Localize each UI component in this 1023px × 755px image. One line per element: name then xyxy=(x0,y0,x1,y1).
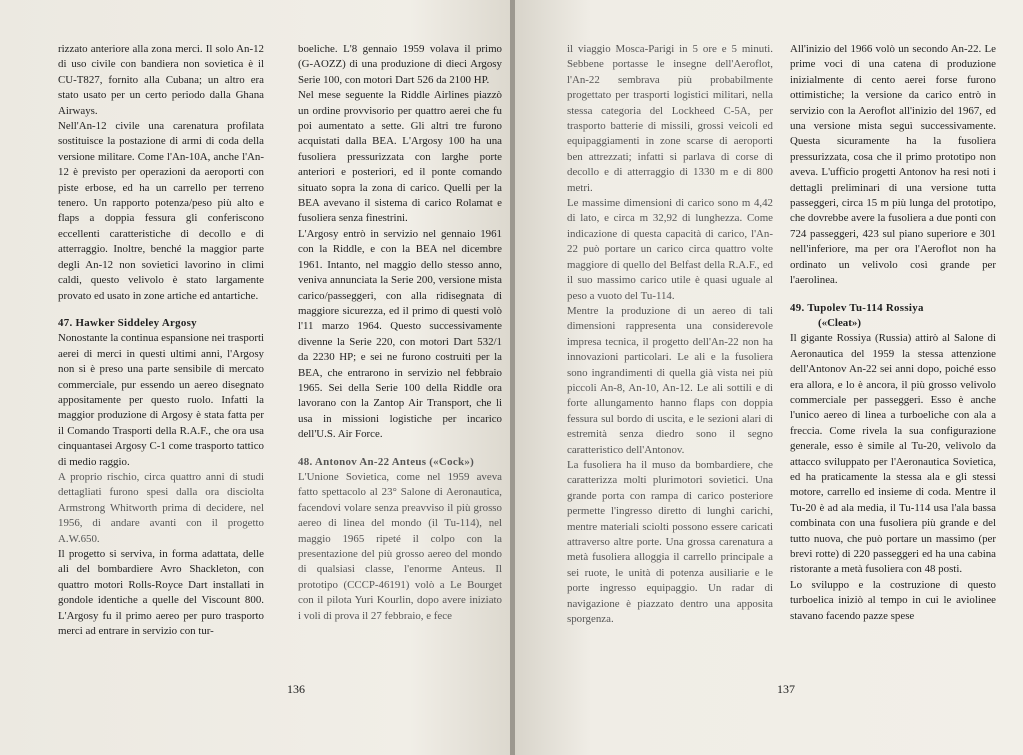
paragraph: il viaggio Mosca-Parigi in 5 ore e 5 minuti. Sebbene portasse le insegne dell'Aeroflot, l'An-22 sembrava più probabilmente progettato per trasporti logistici militari, nella stessa categoria del Lockheed C-5A, per trasporto batterie di missili, grossi veicoli ed equipaggiamenti in zone scarse di aeroporti ben attrezzati; infatti si parlava di corse di decollo e di atterraggio di 1330 m e di 800 metri. xyxy=(567,43,773,194)
section-heading-49-subtitle: («Cleat») xyxy=(818,316,861,329)
paragraph: Nonostante la continua espansione nei trasporti aerei di merci in questi ultimi anni, l'Argosy non si è preso una parte sensibile di mercato commerciale, pur essendo un aereo disegnato appositamente per questo ruolo. Infatti la maggior produzione di Argosy è stata fatta per il Comando Trasporti della R.A.F., che ora usa cinquantasei Argosy C-1 come trasporto tattico di medio raggio. xyxy=(58,332,264,468)
section-heading-47: 47. Hawker Siddeley Argosy xyxy=(58,316,197,329)
paragraph: Il progetto si serviva, in forma adattata, delle ali del bombardiere Avro Shackleton, con quattro motori Rolls-Royce Dart installati in gondole identiche a quelle del Viscount 800. L'Argosy fu il primo aereo per puro trasporto merci ad entrare in servizio con tur- xyxy=(58,548,264,638)
section-heading-48: 48. Antonov An-22 Anteus («Cock») xyxy=(298,455,475,468)
right-page-column-1 xyxy=(567,42,773,627)
paragraph: Lo sviluppo e la costruzione di questo turboelica iniziò al tempo in cui le aviolinee stavano facendo pazze spese xyxy=(790,578,996,622)
page-number-left: 136 xyxy=(287,682,305,696)
paragraph: Nell'An-12 civile una carenatura profilata sostituisce la postazione di armi di coda della versione militare. Come l'An-10A, anche l'An-12 è previsto per operazioni da aeroporti con piste erbose, ed ha un carrello per terreno tenero. Un rapporto potenza/peso più alto e flaps a doppia fessura gli conferiscono eccellenti caratteristiche di decollo e di atterraggio. Inoltre, benché la maggior parte degli An-12 non sovietici lavorino in climi caldi, questo velivolo è stato largamente provato ed usato in zone artiche ed antartiche. xyxy=(58,120,264,302)
left-page-column-2 xyxy=(298,42,502,624)
paragraph: boeliche. L'8 gennaio 1959 volava il primo (G-AOZZ) di una produzione di dieci Argosy Serie 100, con motori Dart 526 da 2100 HP. xyxy=(298,43,502,86)
paragraph: Le massime dimensioni di carico sono m 4,42 di lato, e circa m 32,92 di lunghezza. Come indicazione di questa capacità di carico, l'An-22 può portare un carico circa quattro volte maggiore di quello del Belfast della R.A.F., ed il suo massimo carico utile è quasi uguale al peso a vuoto del Tu-114. xyxy=(567,197,773,302)
section-heading-49: 49. Tupolev Tu-114 Rossiya xyxy=(790,301,924,314)
paragraph: Mentre la produzione di un aereo di tali dimensioni rappresenta una considerevole impresa tecnica, il progetto dell'An-22 non ha innovazioni particolari. Le ali e la fusoliera sono ingrandimenti di quella già vista nei più piccoli An-8, An-10, An-12. Le ali sottili e di forte allungamento hanno flaps con doppia fessura sul bordo di uscita, e le sezioni alari di estremità senza diedro sono il segno caratteristico dell'Antonov. xyxy=(567,304,773,456)
left-page-column-1 xyxy=(58,42,264,639)
paragraph: All'inizio del 1966 volò un secondo An-22. Le prime voci di una catena di produzione inizialmente di cento aerei forse furono ottimistiche; la versione da carico entrò in servizio con la Aeroflot all'inizio del 1967, ed una versione mista seguì successivamente. Questa sicuramente ha la fusoliera pressurizzata, cosa che il primo prototipo non aveva. L'ufficio progetti Antonov ha resi noti i dettagli preliminari di una versione tutta passeggeri, circa 15 m più lunga del prototipo, che dovrebbe avere la fusoliera a due ponti con 724 passeggeri, 423 sul piano superiore e 301 nell'inferiore, ma per ora l'Aeroflot non ha ordinato un velivolo così grande per l'aerolinea. xyxy=(790,43,996,287)
paragraph: A proprio rischio, circa quattro anni di studi dettagliati furono spesi dalla ora disciolta Armstrong Whitworth prima di decidere, nel 1956, di andare avanti con il progetto A.W.650. xyxy=(58,470,264,545)
right-page-column-2 xyxy=(790,42,996,624)
paragraph: La fusoliera ha il muso da bombardiere, che caratterizza molti plurimotori sovietici. Una grande porta con rampa di carico posteriore permette l'ingresso diretto di lunghi carichi, mentre materiali sciolti possono essere caricati attraverso altre porte. Una grossa carenatura a metà fusoliera alloggia il carrello principale a sei ruote, le unità di potenza ausiliarie e le porte ingresso equipaggio. Un radar di navigazione è piazzato dentro una apposita sporgenza. xyxy=(567,458,773,626)
page-number-right: 137 xyxy=(777,682,795,696)
paragraph: L'Unione Sovietica, come nel 1959 aveva fatto spettacolo al 23° Salone di Aeronautica, facendovi volare senza preavviso il più grosso aereo di linea del mondo (il Tu-114), nel maggio 1965 ripeté il colpo con la presentazione del più grosso aereo del mondo di qualsiasi classe, l'enorme Anteus. Il prototipo (CCCP-46191) volò a Le Bourget con il pilota Yuri Kourlin, dopo avere iniziato i voli di prova il 27 febbraio, e fece xyxy=(298,470,502,622)
paragraph: Nel mese seguente la Riddle Airlines piazzò un ordine provvisorio per quattro aerei che fu poi aumentato a sette. Gli altri tre furono acquistati dalla BEA. L'Argosy 100 ha una fusoliera pressurizzata con larghe porte anteriori e posteriori, ed il ponte comando situato sopra la zona di carico. Quelli per la BEA avevano il sistema di carico Rolamat e fusoliera senza finestrini. xyxy=(298,89,502,225)
paragraph: Il gigante Rossiya (Russia) attirò al Salone di Aeronautica del 1959 la stessa attenzione dell'Antonov An-22 sei anni dopo, poiché esso era allora, e lo è ancora, il più grosso velivolo commerciale per passeggeri. Esso è anche l'unico aereo di linea a turboeliche con ala a freccia. Come rivela la sua configurazione generale, esso è simile al Tu-20, velivolo da attacco sviluppato per l'Aeronautica Sovietica, ed ha praticamente la stessa ala e gli stessi motore, carrello ed insieme di coda. Mentre il Tu-20 è ad ala media, il Tu-114 usa l'ala bassa combinata con una fusoliera più grande e del tutto nuova, che può portare un massimo (per brevi rotte) di 220 passeggeri ed ha una cabina ristorante a metà fusoliera con 48 posti. xyxy=(790,332,996,576)
right-page xyxy=(515,0,1023,755)
paragraph: L'Argosy entrò in servizio nel gennaio 1961 con la Riddle, e con la BEA nel dicembre 1961. Intanto, nel maggio dello stesso anno, veniva annunciata la Serie 200, versione mista carico/passeggeri, con alla ridisegnata di maggiore sicurezza, ed il primo di questi volò l'11 marzo 1964. Questo successivamente divenne la Serie 220, con motori Dart 532/1 da 2230 HP; e sei ne furono costruiti per la BEA, che entrarono in servizio nel febbraio 1965. Sei della Serie 100 della Riddle ora lavorano con la Zantop Air Transport, che li usa in missioni logistiche per incarico dell'U.S. Air Force. xyxy=(298,227,502,441)
paragraph: rizzato anteriore alla zona merci. Il solo An-12 di uso civile con bandiera non sovietica è il CU-T827, fornito alla Cubana; un altro era stato usato per un certo periodo dalla Ghana Airways. xyxy=(58,43,264,117)
